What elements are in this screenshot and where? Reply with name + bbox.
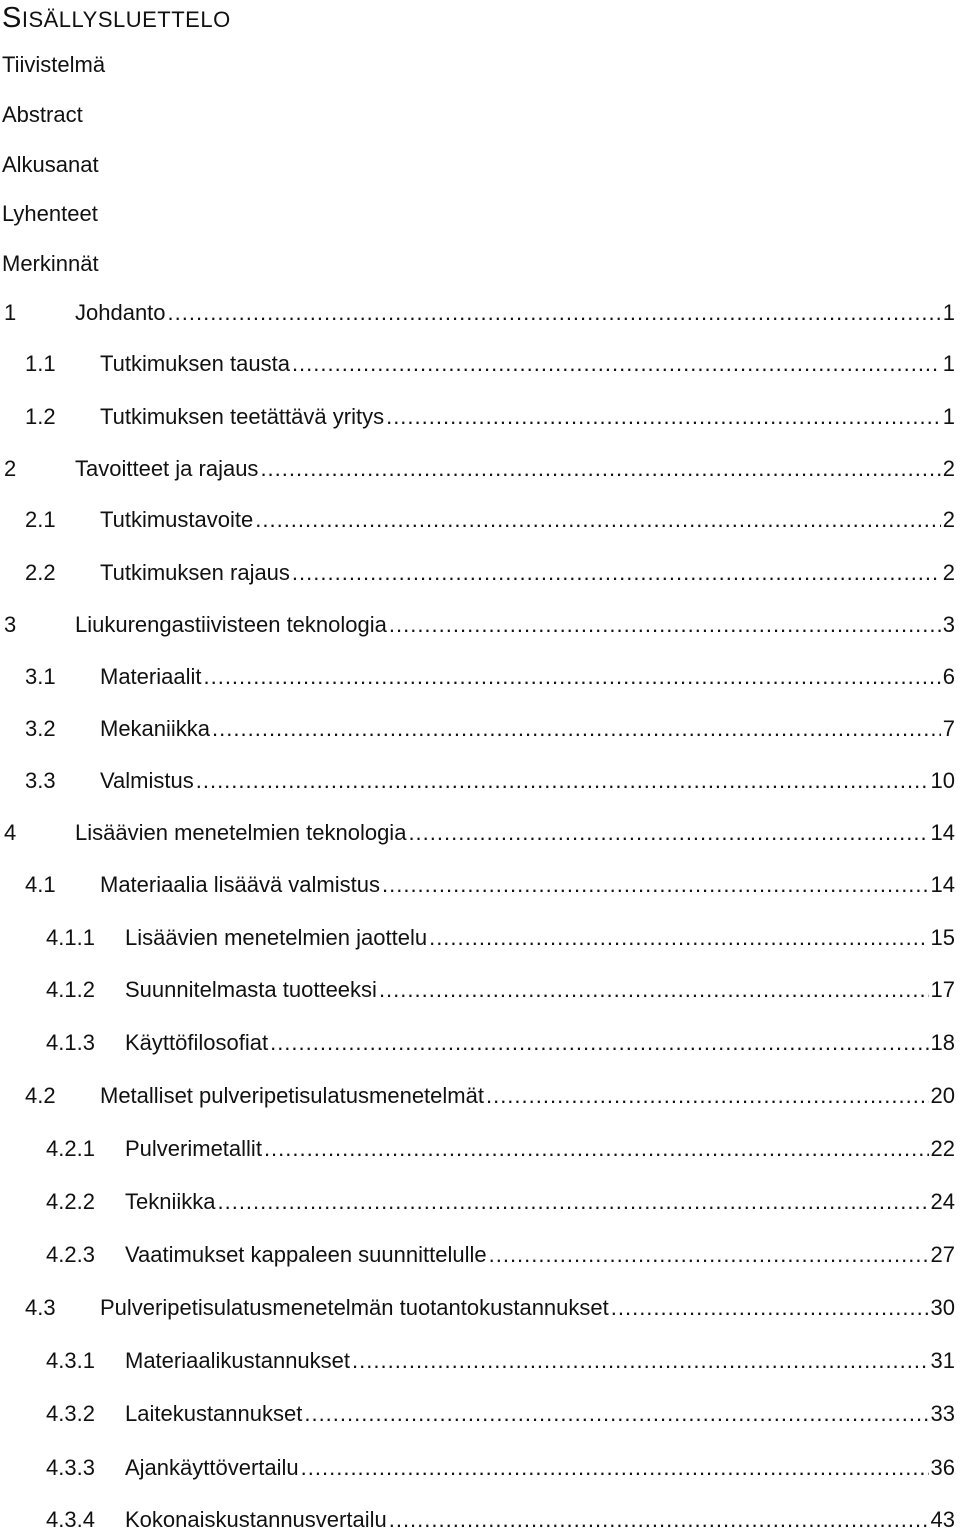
toc-entry[interactable] (0, 560, 955, 590)
toc-entry-number: 3 (4, 612, 17, 637)
toc-entry-title: Lisäävien menetelmien teknologia (75, 820, 407, 845)
toc-entry-title: Mekaniikka (100, 716, 211, 741)
dot-leader (379, 977, 929, 1003)
toc-entry[interactable] (0, 768, 955, 798)
toc-entry[interactable] (0, 1295, 955, 1325)
toc-entry-number: 4.2 (25, 1083, 56, 1108)
toc-entry-title: Tutkimustavoite (100, 507, 254, 532)
toc-entry[interactable] (0, 1136, 955, 1166)
dot-leader (389, 1507, 929, 1533)
dot-leader (217, 1189, 928, 1215)
page-title-initial: S (2, 2, 22, 34)
toc-entry-number: 1.2 (25, 404, 56, 429)
dot-leader (386, 404, 941, 430)
toc-entry-page: 1 (942, 351, 955, 376)
toc-entry-page: 7 (942, 716, 955, 741)
dot-leader (264, 1136, 929, 1162)
toc-entry-page: 18 (930, 1030, 955, 1055)
toc-entry-number: 4.3.2 (46, 1401, 95, 1426)
dot-leader (408, 820, 928, 846)
dot-leader (292, 351, 941, 377)
toc-entry-title: Käyttöfilosofiat (125, 1030, 269, 1055)
toc-entry-title: Metalliset pulveripetisulatusmenetelmät (100, 1083, 484, 1108)
toc-entry-page: 6 (942, 664, 955, 689)
toc-entry-title: Vaatimukset kappaleen suunnittelulle (125, 1242, 487, 1267)
toc-entry-page: 2 (942, 560, 955, 585)
toc-entry[interactable] (0, 1348, 955, 1378)
toc-entry-number: 4.3.1 (46, 1348, 95, 1373)
toc-entry-title: Materiaalia lisäävä valmistus (100, 872, 380, 897)
front-matter-tiivistelma[interactable]: Tiivistelmä (2, 52, 106, 77)
toc-entry-title: Tavoitteet ja rajaus (75, 456, 259, 481)
toc-entry-title: Tekniikka (125, 1189, 216, 1214)
toc-entry-page: 2 (942, 456, 955, 481)
toc-entry-number: 4.2.3 (46, 1242, 95, 1267)
toc-entry-title: Pulveripetisulatusmenetelmän tuotantokustannukset (100, 1295, 609, 1320)
toc-entry-number: 4.1.2 (46, 977, 95, 1002)
toc-entry-title: Ajankäyttövertailu (125, 1455, 299, 1480)
toc-entry-page: 1 (942, 300, 955, 325)
dot-leader (292, 560, 941, 586)
toc-entry-title: Pulverimetallit (125, 1136, 262, 1161)
dot-leader (429, 925, 928, 951)
page-title (2, 2, 231, 35)
toc-entry-number: 4.1.1 (46, 925, 95, 950)
toc-entry-title: Tutkimuksen teetättävä yritys (100, 404, 385, 429)
toc-entry-page: 15 (930, 925, 955, 950)
toc-entry[interactable] (0, 977, 955, 1007)
toc-entry-number: 2 (4, 456, 17, 481)
dot-leader (304, 1401, 928, 1427)
dot-leader (489, 1242, 929, 1268)
toc-entry-page: 24 (930, 1189, 955, 1214)
front-matter-lyhenteet[interactable]: Lyhenteet (2, 201, 98, 226)
toc-entry-title: Tutkimuksen tausta (100, 351, 290, 376)
toc-entry[interactable] (0, 300, 955, 330)
toc-entry[interactable] (0, 1189, 955, 1219)
toc-entry-page: 31 (930, 1348, 955, 1373)
dot-leader (270, 1030, 928, 1056)
front-matter-alkusanat[interactable]: Alkusanat (2, 152, 99, 177)
dot-leader (212, 716, 941, 742)
toc-entry[interactable] (0, 1083, 955, 1113)
toc-entry[interactable] (0, 456, 955, 486)
dot-leader (389, 612, 941, 638)
toc-entry-page: 43 (930, 1507, 955, 1532)
toc-entry-number: 4.1.3 (46, 1030, 95, 1055)
toc-entry-page: 3 (942, 612, 955, 637)
toc-entry[interactable] (0, 507, 955, 537)
toc-entry-page: 14 (930, 820, 955, 845)
toc-entry-number: 1 (4, 300, 17, 325)
toc-entry-title: Tutkimuksen rajaus (100, 560, 290, 585)
toc-entry[interactable] (0, 612, 955, 642)
toc-entry-title: Liukurengastiivisteen teknologia (75, 612, 387, 637)
toc-entry-page: 33 (930, 1401, 955, 1426)
dot-leader (352, 1348, 929, 1374)
toc-entry-title: Kokonaiskustannusvertailu (125, 1507, 387, 1532)
toc-entry-number: 4.3.4 (46, 1507, 95, 1532)
toc-entry-number: 4.2.1 (46, 1136, 95, 1161)
toc-entry-title: Johdanto (75, 300, 166, 325)
dot-leader (611, 1295, 929, 1321)
dot-leader (168, 300, 941, 326)
toc-entry[interactable] (0, 925, 955, 955)
dot-leader (260, 456, 940, 482)
dot-leader (203, 664, 940, 690)
toc-entry-number: 4.3 (25, 1295, 56, 1320)
toc-entry-page: 17 (930, 977, 955, 1002)
toc-entry-title: Lisäävien menetelmien jaottelu (125, 925, 428, 950)
toc-entry[interactable] (0, 716, 955, 746)
toc-entry-number: 4 (4, 820, 17, 845)
front-matter-abstract[interactable]: Abstract (2, 102, 83, 127)
toc-entry-title: Suunnitelmasta tuotteeksi (125, 977, 377, 1002)
toc-entry-page: 20 (930, 1083, 955, 1108)
toc-entry[interactable] (0, 872, 955, 902)
toc-entry-number: 4.1 (25, 872, 56, 897)
dot-leader (255, 507, 941, 533)
toc-entry-number: 4.2.2 (46, 1189, 95, 1214)
toc-entry[interactable] (0, 404, 955, 434)
toc-entry-number: 3.1 (25, 664, 56, 689)
toc-entry-number: 1.1 (25, 351, 56, 376)
toc-entry-page: 1 (942, 404, 955, 429)
toc-entry-title: Materiaalit (100, 664, 202, 689)
toc-entry-page: 22 (930, 1136, 955, 1161)
toc-entry[interactable] (0, 1455, 955, 1485)
toc-entry[interactable] (0, 1401, 955, 1431)
front-matter-merkinnat[interactable]: Merkinnät (2, 251, 99, 276)
dot-leader (196, 768, 929, 794)
toc-entry-number: 3.2 (25, 716, 56, 741)
toc-entry-title: Valmistus (100, 768, 194, 793)
toc-entry-page: 14 (930, 872, 955, 897)
dot-leader (301, 1455, 929, 1481)
toc-entry-page: 36 (930, 1455, 955, 1480)
toc-entry-title: Materiaalikustannukset (125, 1348, 351, 1373)
toc-entry-title: Laitekustannukset (125, 1401, 303, 1426)
toc-entry[interactable] (0, 820, 955, 850)
dot-leader (486, 1083, 929, 1109)
page-title-rest: ISÄLLYSLUETTELO (21, 7, 231, 32)
toc-entry-page: 10 (930, 768, 955, 793)
toc-entry-page: 2 (942, 507, 955, 532)
toc-entry[interactable] (0, 1030, 955, 1060)
toc-entry-number: 2.2 (25, 560, 56, 585)
toc-entry[interactable] (0, 1242, 955, 1272)
toc-entry-number: 2.1 (25, 507, 56, 532)
toc-entry[interactable] (0, 664, 955, 694)
toc-entry-number: 4.3.3 (46, 1455, 95, 1480)
toc-entry[interactable] (0, 1507, 955, 1537)
toc-entry[interactable] (0, 351, 955, 381)
toc-entry-page: 30 (930, 1295, 955, 1320)
toc-entry-page: 27 (930, 1242, 955, 1267)
dot-leader (382, 872, 929, 898)
toc-entry-number: 3.3 (25, 768, 56, 793)
